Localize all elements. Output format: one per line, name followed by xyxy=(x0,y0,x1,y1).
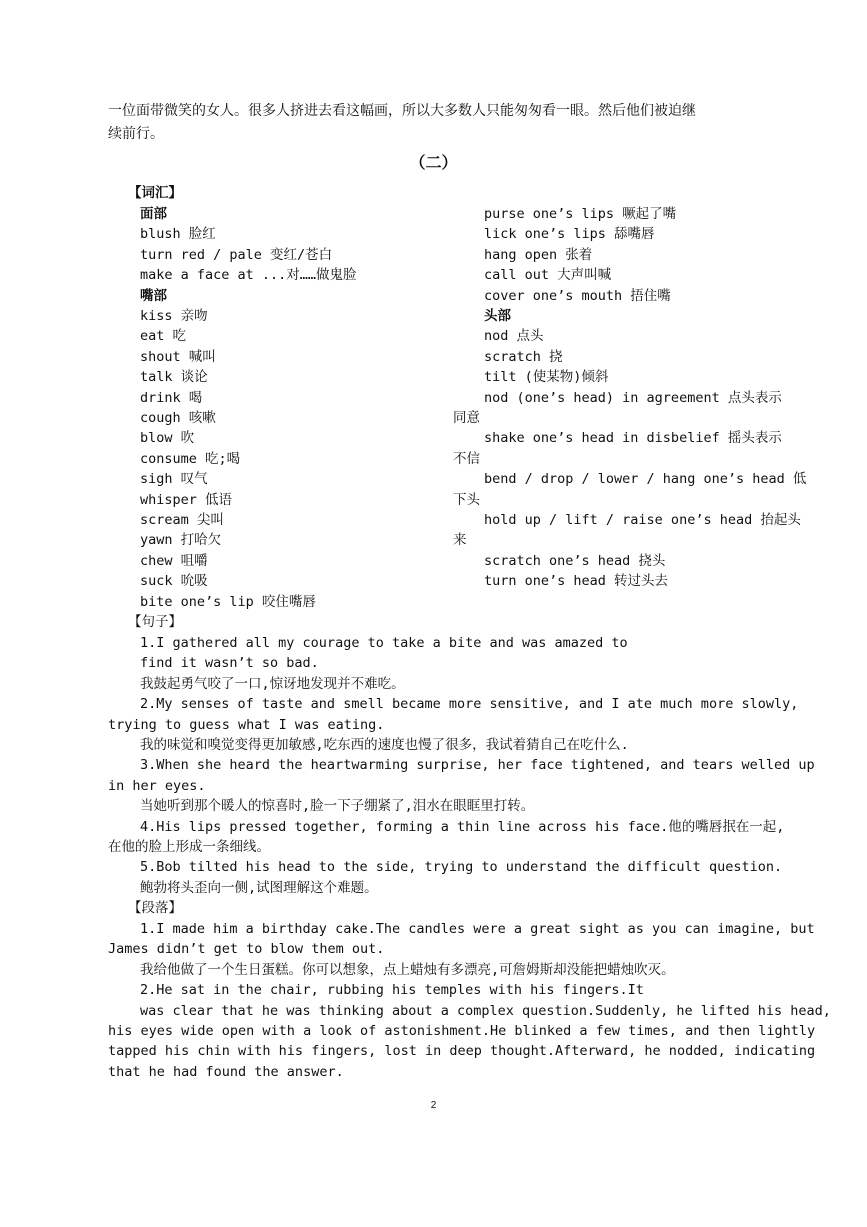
vocab-item: hang open 张着 xyxy=(484,246,593,263)
vocab-item: hold up / lift / raise one’s head 抬起头 xyxy=(484,512,801,528)
vocab-item: yawn 打哈欠 xyxy=(140,532,222,549)
vocab-item: sigh 叹气 xyxy=(140,471,208,488)
vocab-item: bend / drop / lower / hang one’s head 低 xyxy=(484,471,807,488)
paragraph-line: was clear that he was thinking about a complex question.Suddenly, he lifted his head, xyxy=(140,1002,831,1019)
sentences-header: 【句子】 xyxy=(128,614,182,630)
paragraph-line: 我给他做了一个生日蛋糕。你可以想象，点上蜡烛有多漂亮,可詹姆斯却没能把蜡烛吹灭。 xyxy=(140,961,675,978)
page-number: 2 xyxy=(430,1100,437,1111)
vocab-item: scratch 挠 xyxy=(484,348,563,365)
paragraph-line: tapped his chin with his fingers, lost in deep thought.Afterward, he nodded, indicating xyxy=(108,1043,816,1060)
vocab-header: 【词汇】 xyxy=(128,185,182,201)
vocab-item: drink 喝 xyxy=(140,389,203,406)
sentence-line: 4.His lips pressed together, forming a thin line across his face.他的嘴唇抿在一起, xyxy=(140,818,785,835)
vocab-item: suck 吮吸 xyxy=(140,573,208,590)
intro-line-2: 续前行。 xyxy=(108,126,164,142)
vocab-item: blow 吹 xyxy=(140,430,195,447)
vocab-item: tilt (使某物)倾斜 xyxy=(484,369,609,386)
vocab-item: 嘴部 xyxy=(140,287,167,304)
vocab-item: 不信 xyxy=(453,450,480,467)
vocab-item: consume 吃;喝 xyxy=(140,450,241,467)
paragraph-line: James didn’t get to blow them out. xyxy=(108,941,385,958)
paragraph-line: his eyes wide open with a look of astonishment.He blinked a few times, and then lightly xyxy=(108,1023,816,1039)
vocab-item: lick one’s lips 舔嘴唇 xyxy=(484,226,655,243)
vocab-item: nod (one’s head) in agreement 点头表示 xyxy=(484,389,782,406)
sentence-line: 鲍勃将头歪向一侧,试图理解这个难题。 xyxy=(140,879,378,896)
sentence-line: 2.My senses of taste and smell became more sensitive, and I ate much more slowly, xyxy=(140,696,799,713)
vocab-item: 面部 xyxy=(140,206,167,222)
paragraph-line: that he had found the answer. xyxy=(108,1063,344,1080)
vocab-item: 下头 xyxy=(453,491,480,508)
vocab-item: nod 点头 xyxy=(484,328,544,345)
vocab-item: shout 喊叫 xyxy=(140,348,216,365)
vocab-item: cover one’s mouth 捂住嘴 xyxy=(484,287,671,304)
vocab-item: talk 谈论 xyxy=(140,369,208,386)
vocab-item: blush 脸红 xyxy=(140,226,216,243)
vocab-item: whisper 低语 xyxy=(140,491,233,508)
paragraph-line: 2.He sat in the chair, rubbing his temples with his fingers.It xyxy=(140,982,644,999)
vocab-item: turn one’s head 转过头去 xyxy=(484,573,669,590)
paragraph-line: 1.I made him a birthday cake.The candles were a great sight as you can imagine, but xyxy=(140,921,815,937)
vocab-item: 来 xyxy=(453,532,467,549)
vocab-item: 头部 xyxy=(484,308,511,324)
sentence-line: find it wasn’t so bad. xyxy=(140,655,319,672)
vocab-item: chew 咀嚼 xyxy=(140,552,208,569)
sentence-line: 1.I gathered all my courage to take a bite and was amazed to xyxy=(140,635,628,651)
vocab-item: scratch one’s head 挠头 xyxy=(484,552,666,569)
vocab-item: shake one’s head in disbelief 摇头表示 xyxy=(484,430,782,447)
vocab-item: scream 尖叫 xyxy=(140,512,224,528)
vocab-item: bite one’s lip 咬住嘴唇 xyxy=(140,593,316,610)
sentence-line: in her eyes. xyxy=(108,777,206,794)
sentence-line: 3.When she heard the heartwarming surprise, her face tightened, and tears welled up xyxy=(140,757,815,774)
vocab-item: kiss 亲吻 xyxy=(140,308,208,324)
vocab-item: cough 咳嗽 xyxy=(140,410,216,426)
sentence-line: 我的味觉和嗅觉变得更加敏感,吃东西的速度也慢了很多，我试着猜自己在吃什么. xyxy=(140,737,629,753)
vocab-item: eat 吃 xyxy=(140,328,187,345)
sentence-line: 5.Bob tilted his head to the side, trying to understand the difficult question. xyxy=(140,859,783,876)
sentence-line: 在他的脸上形成一条细线。 xyxy=(108,839,270,855)
vocab-item: make a face at ...对……做鬼脸 xyxy=(140,267,357,284)
sentence-line: trying to guess what I was eating. xyxy=(108,716,385,733)
sentence-line: 我鼓起勇气咬了一口,惊讶地发现并不难吃。 xyxy=(140,675,405,692)
vocab-item: call out 大声叫喊 xyxy=(484,267,612,284)
intro-line-1: 一位面带微笑的女人。很多人挤进去看这幅画，所以大多数人只能匆匆看一眼。然后他们被迫继 xyxy=(108,103,696,119)
sentence-line: 当她听到那个暖人的惊喜时,脸一下子绷紧了,泪水在眼眶里打转。 xyxy=(140,798,535,815)
vocab-item: 同意 xyxy=(453,410,480,426)
vocab-item: turn red / pale 变红/苍白 xyxy=(140,246,333,263)
paragraphs-header: 【段落】 xyxy=(128,900,182,916)
vocab-item: purse one’s lips 噘起了嘴 xyxy=(484,206,677,222)
section-title: （二） xyxy=(409,153,458,172)
